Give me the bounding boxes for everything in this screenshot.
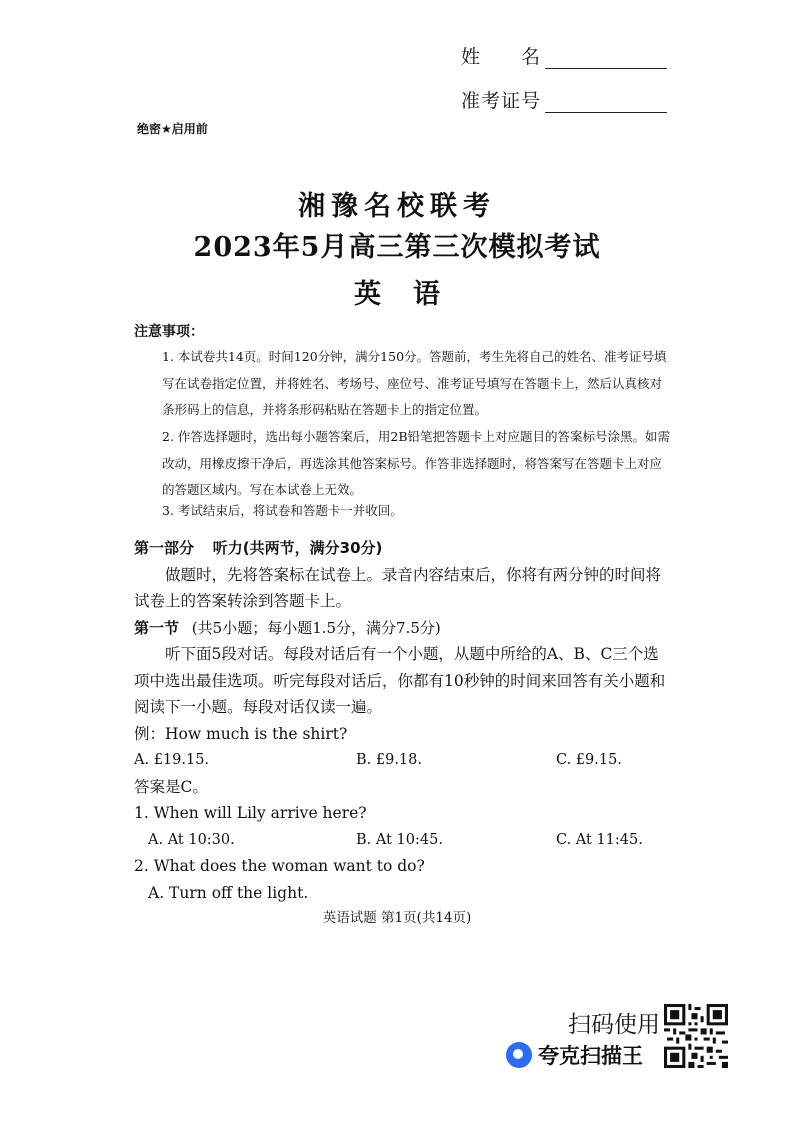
question-1-options <box>134 827 674 854</box>
id-field-row <box>461 86 667 113</box>
name-blank <box>545 50 667 69</box>
notice-item-3 <box>162 498 674 525</box>
part1-heading <box>134 535 674 562</box>
part1-instruction: 做题时，先将答案标在试卷上。录音内容结束后，你将有两分钟的时间将试卷上的答案转涂到答题卡上。 <box>134 565 662 610</box>
page-footer: 英语试题 第1页(共14页) <box>322 910 472 926</box>
confidential-mark: 绝密★启用前 <box>137 122 208 136</box>
question-1-option-c: C. At 11:45. <box>556 831 643 848</box>
notice-item-3-text: 3. 考试结束后，将试卷和答题卡一并收回。 <box>162 503 403 518</box>
exam-org-title: 湘豫名校联考 <box>298 191 496 222</box>
notice-item-2 <box>162 424 674 504</box>
exam-title: 2023年5月高三第三次模拟考试 <box>193 232 601 263</box>
quark-logo-icon <box>506 1042 532 1068</box>
notice-heading: 注意事项： <box>134 324 204 340</box>
name-label: 姓 名 <box>461 46 542 68</box>
example-option-a: A. £19.15. <box>134 752 210 768</box>
question-2-option-a: A. Turn off the light. <box>148 883 309 902</box>
example-option-c: C. £9.15. <box>556 752 622 768</box>
scan-label: 扫码使用 <box>568 1012 660 1038</box>
part1-heading-rest: 听力(共两节，满分30分) <box>212 539 383 557</box>
qr-code-icon[interactable] <box>664 1004 728 1068</box>
section1-heading-bold: 第一节 <box>134 618 180 637</box>
scanner-brand <box>506 1040 643 1070</box>
part1-heading-bold: 第一部分 <box>134 539 195 557</box>
name-field-row <box>461 42 667 69</box>
id-label: 准考证号 <box>461 90 542 112</box>
subject-title: 英语 <box>354 279 472 310</box>
question-1-option-a: A. At 10:30. <box>148 831 235 848</box>
example-option-b: B. £9.18. <box>356 752 422 768</box>
scanner-brand-name: 夸克扫描王 <box>538 1044 643 1068</box>
notice-item-2-text: 2. 作答选择题时，选出每小题答案后，用2B铅笔把答题卡上对应题目的答案标号涂黑。如需改动，用橡皮擦干净后，再选涂其他答案标号。作答非选择题时，将答案写在答题卡上对应的答题区域内。写在本试卷上无效。 <box>162 429 671 497</box>
example-options <box>134 747 674 774</box>
example-answer: 答案是C。 <box>134 777 208 796</box>
section1-heading-rest: (共5小题；每小题1.5分，满分7.5分) <box>191 618 441 637</box>
section1-heading <box>134 615 674 642</box>
notice-item-1-text: 1. 本试卷共14页。时间120分钟，满分150分。答题前，考生先将自己的姓名、准考证号填写在试卷指定位置，并将姓名、考场号、座位号、准考证号填写在答题卡上，然后认真核对条形码上的信息，并将条形码粘贴在答题卡上的指定位置。 <box>162 349 667 417</box>
question-2: 2. What does the woman want to do? <box>134 857 425 875</box>
part1-block <box>134 535 674 906</box>
question-1-option-b: B. At 10:45. <box>356 831 443 848</box>
id-blank <box>545 94 667 113</box>
section1-instruction: 听下面5段对话。每段对话后有一个小题，从题中所给的A、B、C三个选项中选出最佳选项。听完每段对话后，你都有10秒钟的时间来回答有关小题和阅读下一小题。每段对话仅读一遍。 <box>134 645 666 716</box>
example-question: 例：How much is the shirt? <box>134 724 348 743</box>
notice-item-1 <box>162 344 674 424</box>
question-1: 1. When will Lily arrive here? <box>134 804 367 822</box>
